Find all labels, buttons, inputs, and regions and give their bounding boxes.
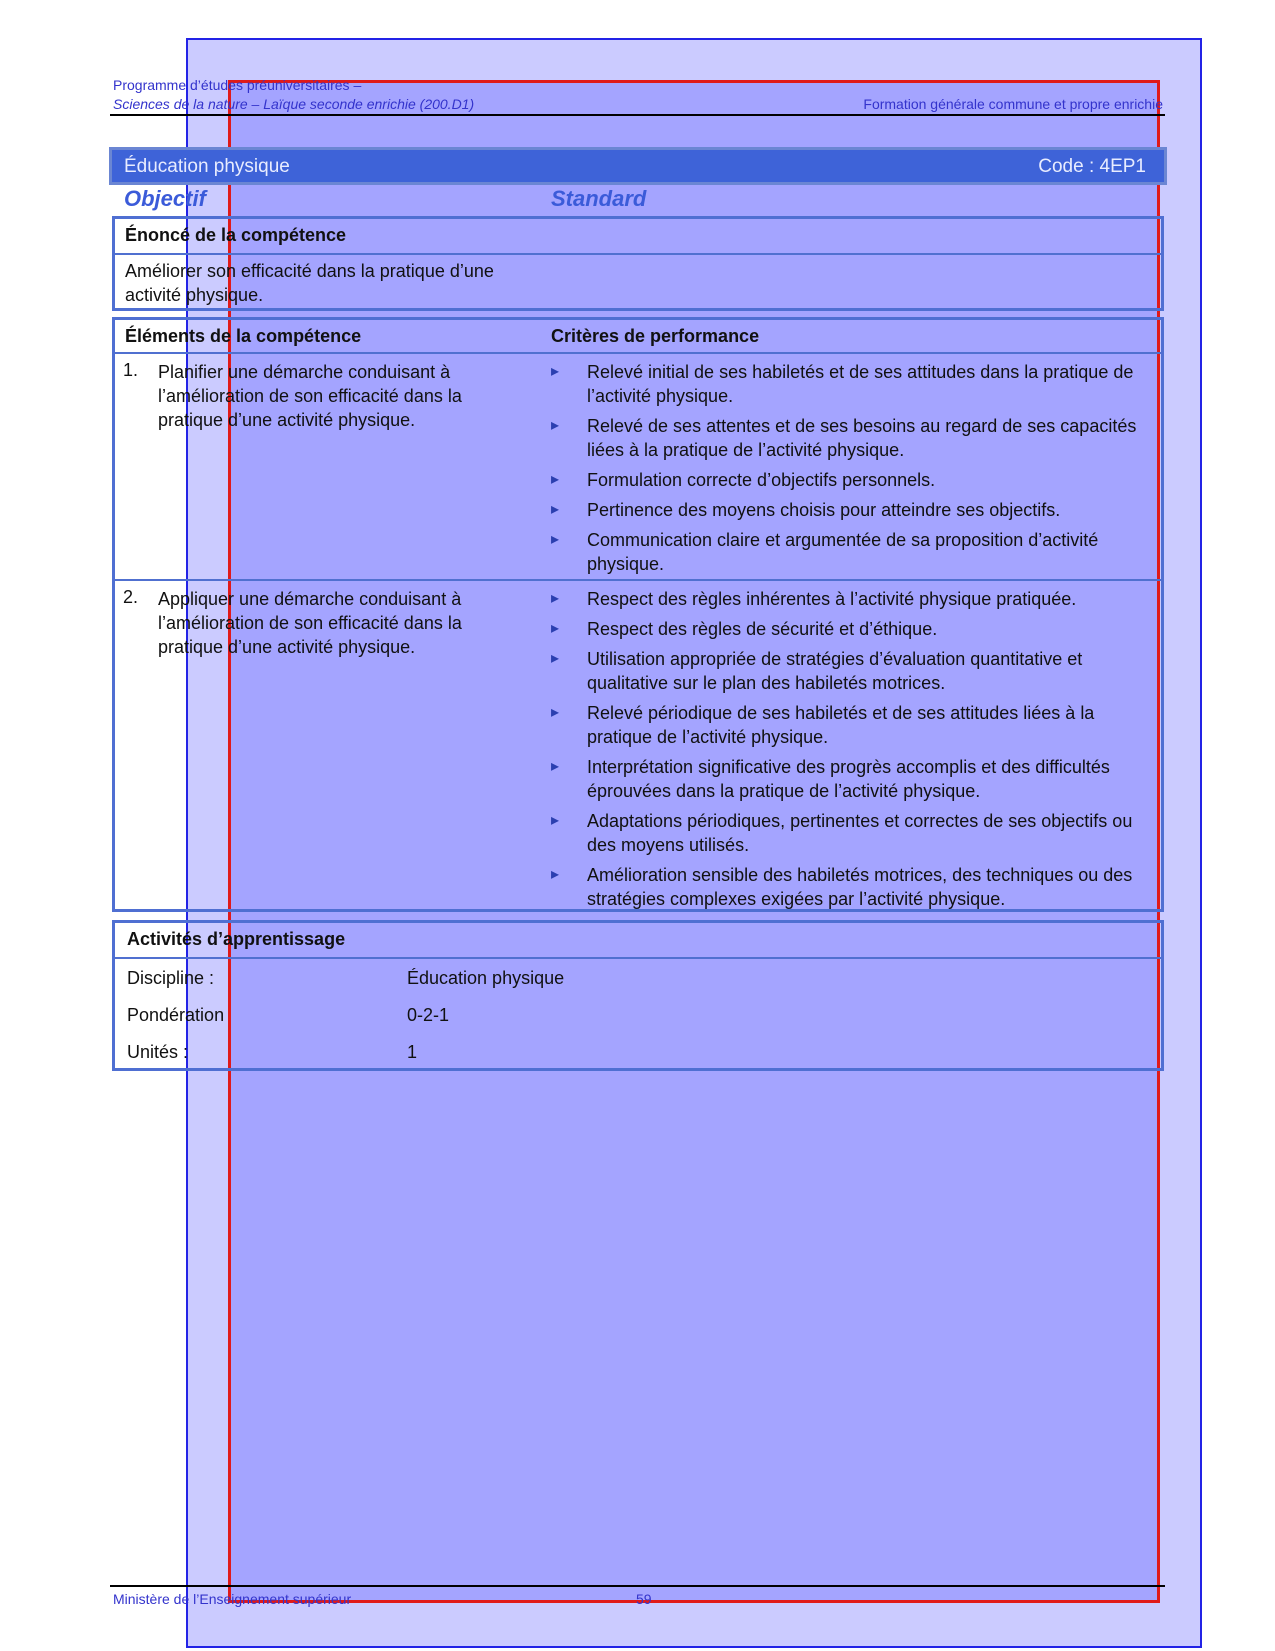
- criteria-item: ▸ Adaptations périodiques, pertinentes et correctes de ses objectifs ou des moyens utilisés.: [551, 809, 1151, 857]
- activites-section: [112, 920, 1164, 1071]
- ponderation-value: 0-2-1: [407, 1005, 450, 1025]
- unites-label: Unités :: [127, 1042, 189, 1062]
- page-number: 59: [636, 1591, 652, 1607]
- criteria-item: ▸ Communication claire et argumentée de sa proposition d’activité physique.: [551, 528, 1151, 576]
- criteria-heading: Critères de performance: [551, 326, 760, 346]
- criteria-list: [551, 581, 1151, 911]
- criteria-item: ▸ Formulation correcte d’objectifs personnels.: [551, 468, 1151, 492]
- course-title-bar: [112, 150, 1164, 182]
- criteria-item: ▸ Respect des règles de sécurité et d’éthique.: [551, 617, 1151, 641]
- elements-heading: Éléments de la compétence: [125, 326, 362, 346]
- enonce-heading: Énoncé de la compétence: [125, 225, 347, 245]
- unites-value: 1: [407, 1042, 418, 1062]
- criteria-item: ▸ Amélioration sensible des habiletés motrices, des techniques ou des stratégies complexes exigées par l’activité physique.: [551, 863, 1151, 911]
- element-number: 1.: [123, 360, 139, 380]
- elements-section: [112, 317, 1164, 912]
- criteria-item: ▸ Respect des règles inhérentes à l’activité physique pratiquée.: [551, 587, 1151, 611]
- standard-label: Standard: [551, 186, 647, 211]
- element-row: [115, 581, 1161, 911]
- element-number: 2.: [123, 587, 139, 607]
- ponderation-label: Pondération: [127, 1005, 225, 1025]
- criteria-item: ▸ Interprétation significative des progrès accomplis et des difficultés éprouvées dans la pratique de l’activité physique.: [551, 755, 1151, 803]
- header-program-name: Sciences de la nature – Laïque seconde enrichie (200.D1): [113, 96, 475, 112]
- footer-ministry: Ministère de l’Enseignement supérieur: [113, 1591, 352, 1607]
- activites-heading: Activités d’apprentissage: [127, 929, 346, 949]
- course-code: Code : 4EP1: [1038, 156, 1146, 177]
- header-subtitle-line: [113, 96, 1163, 112]
- criteria-item: ▸ Relevé de ses attentes et de ses besoins au regard de ses capacités liées à la pratique de l’activité physique.: [551, 414, 1151, 462]
- criteria-item: ▸ Relevé initial de ses habiletés et de ses attitudes dans la pratique de l’activité physique.: [551, 360, 1151, 408]
- criteria-item: ▸ Pertinence des moyens choisis pour atteindre ses objectifs.: [551, 498, 1151, 522]
- discipline-label: Discipline :: [127, 968, 215, 988]
- element-text: Planifier une démarche conduisant à l’amélioration de son efficacité dans la pratique d’une activité physique.: [158, 362, 462, 430]
- elements-header: [115, 320, 1161, 352]
- element-row: [115, 354, 1161, 579]
- element-text: Appliquer une démarche conduisant à l’amélioration de son efficacité dans la pratique d’une activité physique.: [158, 589, 462, 657]
- discipline-value: Éducation physique: [407, 968, 565, 988]
- criteria-item: ▸ Utilisation appropriée de stratégies d’évaluation quantitative et qualitative sur le plan des habiletés motrices.: [551, 647, 1151, 695]
- header-formation-type: Formation générale commune et propre enrichie: [863, 96, 1163, 112]
- footer-divider: [110, 1585, 1165, 1587]
- enonce-text: Améliorer son efficacité dans la pratique d’une activité physique.: [125, 261, 494, 305]
- ponderation-row: [115, 996, 1161, 1033]
- header-program-line: Programme d’études préuniversitaires –: [113, 77, 362, 93]
- course-title: Éducation physique: [124, 156, 290, 177]
- criteria-item: ▸ Relevé périodique de ses habiletés et de ses attitudes liées à la pratique de l’activité physique.: [551, 701, 1151, 749]
- header-divider: [110, 114, 1165, 116]
- discipline-row: [115, 959, 1161, 996]
- criteria-list: [551, 354, 1151, 576]
- objectif-label: Objectif: [124, 186, 206, 211]
- enonce-section: [112, 216, 1164, 311]
- unites-row: [115, 1033, 1161, 1070]
